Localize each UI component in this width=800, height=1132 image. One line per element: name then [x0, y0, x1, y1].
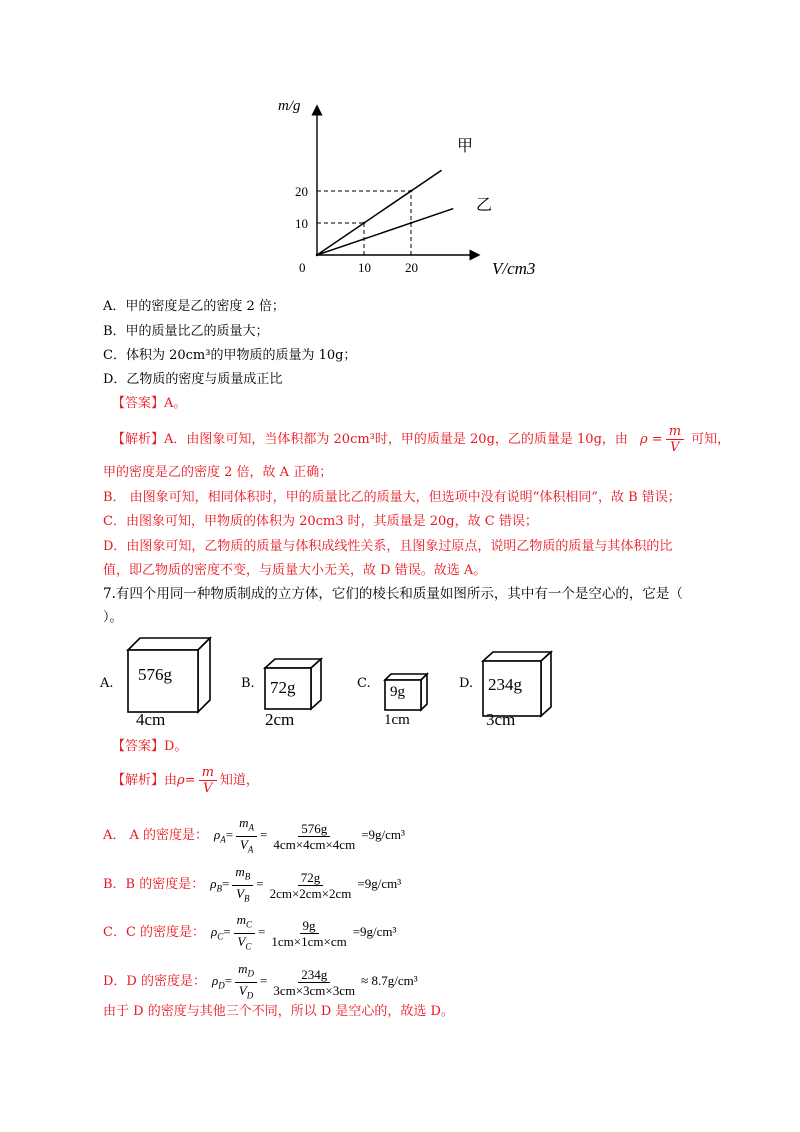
- q6-option-a: A．甲的密度是乙的密度 2 倍；: [103, 299, 285, 314]
- calc-label: D．D 的密度是：: [103, 974, 206, 990]
- q6-option-c: C．体积为 20cm³的甲物质的质量为 10g；: [103, 348, 357, 363]
- formula-v: V: [239, 836, 248, 852]
- calc-sub: B: [216, 883, 222, 894]
- formula-m: m: [236, 912, 247, 927]
- calc-sub: A: [220, 834, 226, 845]
- series-label-jia: 甲: [457, 136, 474, 155]
- cube-b-letter: B.: [241, 676, 255, 691]
- formula-m: m: [235, 864, 245, 879]
- q6-option-d: D．乙物质的密度与质量成正比: [103, 372, 283, 387]
- calc-formula: $\rho_B=$ $\frac{m_B}{V_B}$ = $\frac{72g}{2cm\times 2cm\times 2cm}$ =9g/cm³: [210, 864, 402, 904]
- cube-c-letter: C.: [357, 676, 371, 691]
- formula-m: m: [239, 815, 249, 830]
- formula-v: V: [236, 885, 245, 901]
- q7-answer: [112, 737, 187, 757]
- cube-d-letter: D.: [459, 676, 474, 691]
- calc-sub: D: [247, 968, 254, 979]
- answer-value: A。: [164, 396, 187, 411]
- formula-v: V: [237, 933, 246, 949]
- answer-tag: 【答案】: [112, 739, 165, 754]
- cube-c-mass: 9g: [390, 684, 405, 700]
- x-axis-label: V/cm3: [492, 259, 536, 278]
- q6-analysis-a: [112, 423, 730, 457]
- q6-option-b: B．甲的质量比乙的质量大；: [103, 324, 269, 339]
- data-point-yi: [316, 254, 318, 256]
- calc-formula: $\rho_A=$ $\frac{m_A}{V_A}$ = $\frac{576g}{4cm\times 4cm\times 4cm}$ =9g/cm³: [214, 815, 405, 855]
- rho-symbol: ρ =: [640, 432, 663, 447]
- calc-formula: $\rho_D=$ $\frac{m_D}{V_D}$ = $\frac{234g}{3cm\times 3cm\times 3cm}$ ≈ 8.7g/cm³: [211, 961, 418, 1001]
- cube-b-edge: 2cm: [265, 710, 295, 729]
- q6-analysis-b: B． 由图象可知，相同体积时，甲的质量比乙的质量大，但选项中没有说明“体积相同”，故 B 错误；: [103, 490, 681, 505]
- density-calc-d: [103, 961, 418, 1001]
- calc-numerator: 72g: [298, 870, 324, 886]
- formula-m: m: [666, 424, 684, 440]
- formula-m: m: [199, 765, 217, 781]
- mass-volume-graph: [270, 88, 570, 288]
- analysis-pre: 由: [164, 773, 178, 788]
- calc-result: ≈ 8.7g/cm³: [361, 973, 418, 989]
- q6-analysis-a-line2: 甲的密度是乙的密度 2 倍，故 A 正确；: [103, 465, 333, 480]
- q7-conclusion: 由于 D 的密度与其他三个不同，所以 D 是空心的，故选 D。: [103, 1004, 454, 1019]
- calc-formula: $\rho_C=$ $\frac{m_C}{V_C}$ = $\frac{9g}{1cm\times 1cm\times cm}$ =9g/cm³: [211, 912, 397, 952]
- formula-v: V: [670, 440, 680, 455]
- density-formula: [640, 424, 691, 455]
- calc-sub: C: [245, 941, 252, 952]
- cube-a-mass: 576g: [138, 665, 172, 684]
- q7-stem-line1: 7.有四个用同一种物质制成的立方体，它们的棱长和质量如图所示，其中有一个是空心的，它是（: [103, 586, 683, 602]
- formula-m: m: [238, 961, 248, 976]
- y-tick-label: 20: [295, 184, 308, 199]
- q7-stem-line2: ）。: [103, 610, 123, 625]
- cube-b-mass: 72g: [270, 678, 296, 697]
- calc-sub: B: [244, 893, 250, 904]
- calc-result: =9g/cm³: [352, 924, 397, 940]
- y-axis-label: m/g: [278, 98, 301, 114]
- data-point-yi: [410, 222, 412, 224]
- cube-a-edge: 4cm: [136, 710, 166, 729]
- calc-result: =9g/cm³: [357, 876, 402, 892]
- cube-d-mass: 234g: [488, 675, 522, 694]
- calc-sub: A: [248, 822, 255, 833]
- q6-analysis-c: C．由图象可知，甲物质的体积为 20cm3 时，其质量是 20g，故 C 错误；: [103, 514, 538, 529]
- q6-analysis-d2: 值，即乙物质的密度不变，与质量大小无关，故 D 错误。故选 A。: [103, 563, 487, 578]
- calc-sub: D: [246, 990, 254, 1001]
- calc-sub: D: [218, 980, 225, 991]
- analysis-a-post: 可知，: [691, 432, 731, 447]
- analysis-a-text: A．由图象可知，当体积都为 20cm³时，甲的质量是 20g，乙的质量是 10g，由: [164, 432, 628, 447]
- calc-result: =9g/cm³: [361, 827, 405, 843]
- x-tick-label: 10: [358, 260, 371, 275]
- analysis-post: 知道，: [219, 773, 259, 788]
- formula-v: V: [203, 781, 213, 796]
- calc-numerator: 234g: [298, 967, 330, 983]
- rho-symbol: ρ=: [177, 773, 196, 788]
- q7-analysis-intro: [112, 764, 259, 798]
- q6-analysis-d1: D．由图象可知，乙物质的质量与体积成线性关系，且图象过原点，说明乙物质的质量与其体积的比: [103, 539, 673, 554]
- calc-denominator: 1cm×1cm×cm: [271, 933, 347, 949]
- density-calc-b: [103, 864, 402, 904]
- calc-sub: C: [217, 931, 224, 942]
- x-tick-label: 20: [405, 260, 418, 275]
- q6-answer: [112, 394, 186, 414]
- density-calc-c: [103, 912, 397, 952]
- formula-v: V: [238, 982, 247, 998]
- origin-label: 0: [299, 260, 306, 275]
- calc-numerator: 576g: [298, 821, 330, 837]
- calc-denominator: 3cm×3cm×3cm: [273, 982, 356, 998]
- series-label-yi: 乙: [476, 195, 493, 214]
- calc-denominator: 4cm×4cm×4cm: [273, 836, 356, 852]
- calc-label: B．B 的密度是：: [103, 877, 205, 893]
- data-point-jia: [363, 222, 365, 224]
- calc-numerator: 9g: [300, 918, 319, 934]
- calc-label: A． A 的密度是：: [103, 828, 209, 844]
- calc-denominator: 2cm×2cm×2cm: [269, 885, 352, 901]
- y-tick-label: 10: [295, 216, 308, 231]
- calc-label: C．C 的密度是：: [103, 925, 206, 941]
- series-line-yi: [317, 209, 453, 255]
- cube-c-edge: 1cm: [384, 712, 410, 728]
- analysis-tag: 【解析】: [112, 432, 165, 447]
- analysis-tag: 【解析】: [112, 773, 165, 788]
- calc-sub: C: [246, 919, 253, 930]
- series-line-jia: [317, 170, 442, 255]
- cube-d-edge: 3cm: [486, 710, 516, 729]
- answer-value: D。: [164, 739, 188, 754]
- cube-a-letter: A.: [100, 676, 114, 691]
- calc-sub: A: [247, 844, 254, 855]
- answer-tag: 【答案】: [112, 396, 165, 411]
- calc-sub: B: [244, 871, 251, 882]
- data-point-jia: [410, 190, 412, 192]
- density-calc-a: [103, 815, 405, 855]
